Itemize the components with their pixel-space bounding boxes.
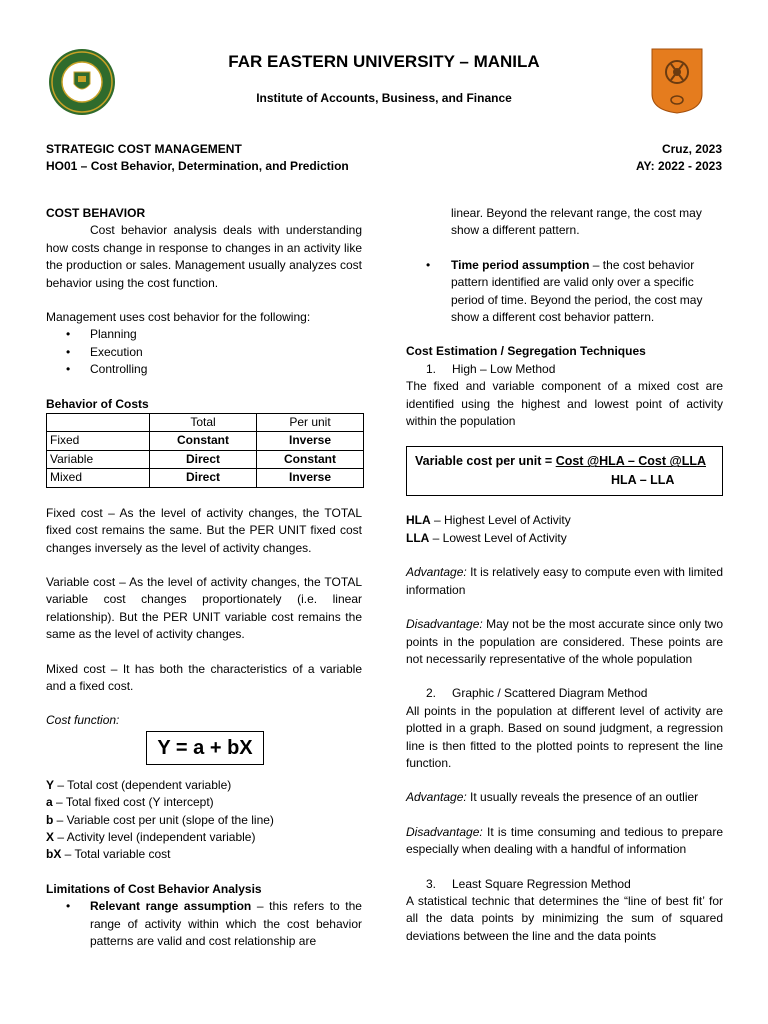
- formula-label: Variable cost per unit =: [415, 454, 556, 469]
- definition-item: [46, 846, 362, 863]
- definition-text: – Total variable cost: [61, 847, 171, 862]
- cost-function-formula: Y = a + bX: [146, 731, 264, 765]
- time-period-text: – the cost behavior pattern identified are valid only over a specific period of time. Beyond the period, the cost may show a different cost behavior pattern.: [451, 257, 703, 325]
- left-column: [46, 205, 362, 950]
- definition-term: X: [46, 829, 55, 844]
- hla-text: – Highest Level of Activity: [430, 513, 571, 528]
- relevant-range-text: – this refers to the range of activity within which the cost behavior patterns are valid and cost relationship are: [90, 899, 362, 948]
- definition-text: – Total cost (dependent variable): [54, 777, 232, 792]
- list-item: • Execution: [46, 344, 362, 361]
- method-2-disadvantage: [406, 824, 723, 859]
- definition-text: – Total fixed cost (Y intercept): [52, 795, 214, 810]
- limitations-list: [46, 898, 362, 950]
- list-item: [46, 898, 362, 950]
- definition-term: b: [46, 812, 54, 827]
- institute-subtitle: Institute of Accounts, Business, and Finance: [256, 91, 512, 105]
- table-cell: Direct: [150, 469, 257, 487]
- list-item: • Controlling: [46, 361, 362, 378]
- disadvantage-label: Disadvantage:: [406, 824, 483, 839]
- method-3-heading: [406, 876, 723, 893]
- method-number: 2.: [426, 686, 437, 701]
- table-cell: Variable: [47, 450, 150, 468]
- hla-term: HLA: [406, 513, 431, 528]
- table-header-row: [47, 414, 364, 432]
- mixed-cost-paragraph: Mixed cost – It has both the characteristics of a variable and a fixed cost.: [46, 661, 362, 693]
- formula-denominator: HLA – LLA: [611, 473, 675, 488]
- cost-function-label: Cost function:: [46, 713, 120, 728]
- table-cell: Inverse: [257, 469, 364, 487]
- academic-year: AY: 2022 - 2023: [635, 159, 722, 173]
- table-row: [47, 450, 364, 468]
- definition-term: bX: [46, 847, 62, 862]
- author: Cruz, 2023: [661, 142, 722, 156]
- relevant-range-term: Relevant range assumption: [90, 899, 252, 914]
- method-1-disadvantage: [406, 616, 723, 668]
- intro-paragraph: Cost behavior analysis deals with understanding how costs change in response to changes in an activity like the production or sales. Management usually analyzes cost behavior using the cost function.: [46, 223, 362, 290]
- university-title: FAR EASTERN UNIVERSITY – MANILA: [228, 52, 540, 71]
- handout-title: HO01 – Cost Behavior, Determination, and Prediction: [46, 159, 349, 173]
- list-item: • Planning: [46, 326, 362, 343]
- behavior-table: [46, 413, 364, 488]
- time-period-list: [406, 257, 723, 327]
- table-row: [47, 432, 364, 450]
- course-name: STRATEGIC COST MANAGEMENT: [46, 142, 242, 156]
- table-cell: Inverse: [257, 432, 364, 450]
- disadvantage-label: Disadvantage:: [406, 617, 483, 632]
- table-cell: Constant: [150, 432, 257, 450]
- method-number: 1.: [426, 361, 437, 376]
- method-number: 3.: [426, 876, 437, 891]
- definition-item: [46, 777, 362, 794]
- method-1-description: The fixed and variable component of a mixed cost are identified using the highest and lowest point of activity within the population: [406, 379, 723, 429]
- method-title: Least Square Regression Method: [452, 876, 631, 891]
- disadvantage-text: May not be the most accurate since only two points in the population are considered. These points are not necessarily representative of the whole population: [406, 617, 723, 666]
- right-column: [406, 205, 723, 945]
- advantage-text: It usually reveals the presence of an outlier: [466, 790, 699, 805]
- list-item: [406, 257, 723, 327]
- method-2-heading: [406, 685, 723, 702]
- definition-term: a: [46, 795, 53, 810]
- table-cell: Direct: [150, 450, 257, 468]
- method-title: Graphic / Scattered Diagram Method: [452, 686, 648, 701]
- table-row: [47, 469, 364, 487]
- table-header-cell: Per unit: [257, 414, 364, 432]
- table-cell: Mixed: [47, 469, 150, 487]
- techniques-heading: Cost Estimation / Segregation Techniques: [406, 344, 646, 359]
- definition-item: [46, 794, 362, 811]
- variable-cost-formula-box: [406, 446, 723, 496]
- lla-definition: [406, 530, 723, 547]
- disadvantage-text: It is time consuming and tedious to prepare especially when dealing with a handful of information: [406, 824, 723, 857]
- fixed-cost-paragraph: Fixed cost – As the level of activity changes, the TOTAL fixed cost remains the same. But the PER UNIT fixed cost changes inversely as the level of activity changes.: [46, 505, 362, 555]
- advantage-label: Advantage:: [406, 790, 467, 805]
- definition-text: – Variable cost per unit (slope of the line): [53, 812, 274, 827]
- limitations-heading: Limitations of Cost Behavior Analysis: [46, 881, 262, 896]
- relevant-range-continued: linear. Beyond the relevant range, the cost may show a different pattern.: [451, 206, 702, 238]
- formula-numerator: Cost @HLA – Cost @LLA: [555, 454, 706, 469]
- table-cell: Fixed: [47, 432, 150, 450]
- lla-text: – Lowest Level of Activity: [429, 530, 567, 545]
- uses-list: [46, 326, 362, 378]
- method-2-advantage: [406, 789, 723, 806]
- definition-item: [46, 812, 362, 829]
- method-1-advantage: [406, 564, 723, 599]
- advantage-label: Advantage:: [406, 565, 467, 580]
- course-header: [46, 141, 349, 175]
- definition-term: Y: [46, 777, 55, 792]
- cost-behavior-heading: COST BEHAVIOR: [46, 206, 146, 220]
- definition-text: – Activity level (independent variable): [54, 829, 256, 844]
- hla-definition: [406, 512, 723, 529]
- author-header: [636, 141, 722, 175]
- variable-cost-paragraph: Variable cost – As the level of activity changes, the TOTAL variable cost changes proportionately (i.e. linear relationship). But the PER UNIT variable cost remains the same as the level of activity changes.: [46, 574, 362, 642]
- advantage-text: It is relatively easy to compute even with limited information: [406, 565, 723, 597]
- time-period-term: Time period assumption: [451, 257, 590, 272]
- table-header-cell: Total: [150, 414, 257, 432]
- uses-intro: Management uses cost behavior for the following:: [46, 310, 311, 325]
- table-cell: Constant: [257, 450, 364, 468]
- table-title: Behavior of Costs: [46, 396, 149, 411]
- method-title: High – Low Method: [452, 361, 556, 376]
- definition-item: [46, 829, 362, 846]
- lla-term: LLA: [406, 530, 430, 545]
- method-2-description: All points in the population at different level of activity are plotted in a graph. Based on sound judgment, a regression line is then fitted to the plotted points to represent the line function.: [406, 703, 723, 770]
- table-header-cell: [47, 414, 150, 432]
- method-1-heading: [406, 361, 723, 378]
- method-3-description: A statistical technic that determines the “line of best fit’ for all the data points by minimizing the sum of squared deviations between the line and the data points: [406, 893, 723, 943]
